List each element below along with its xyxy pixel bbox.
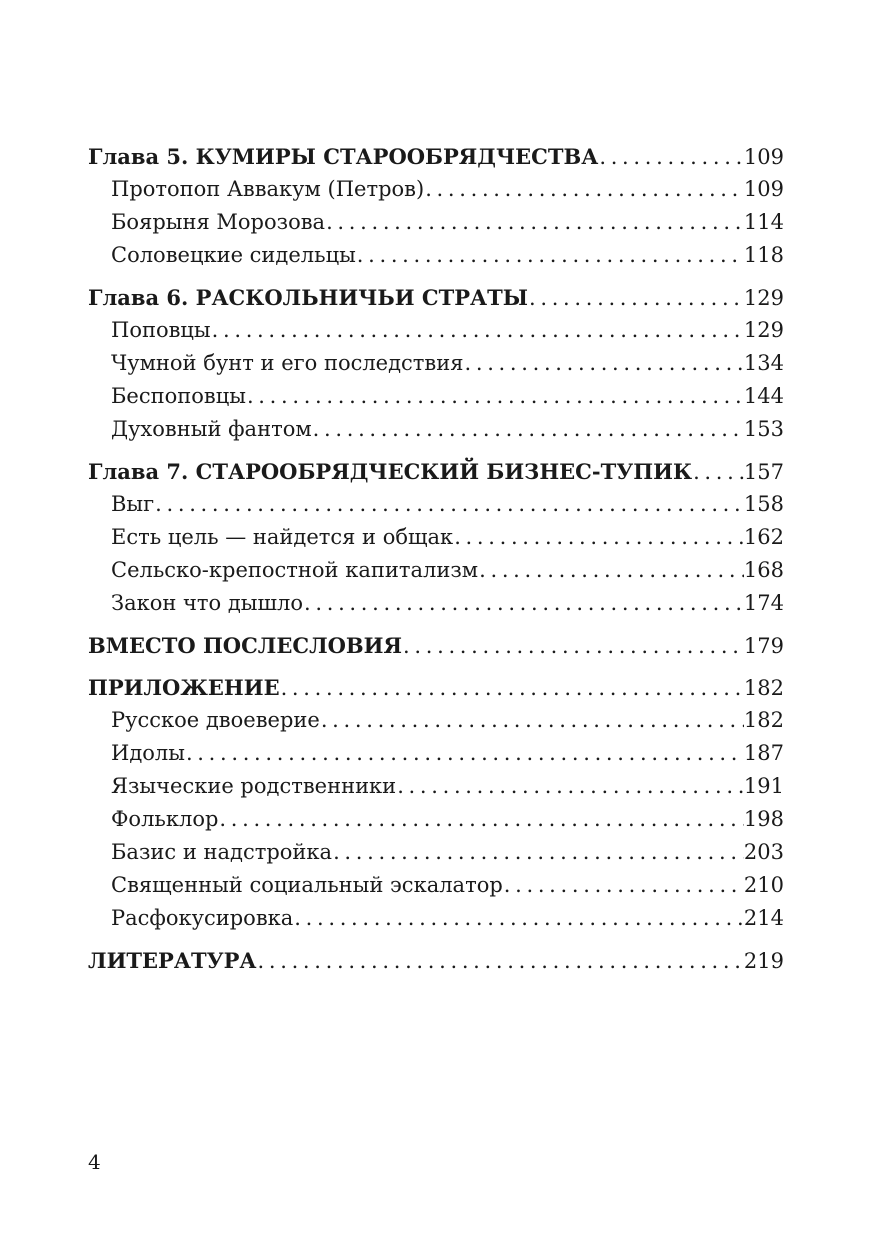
toc-entry-section [88,902,784,935]
toc-entry-title: Протопоп Аввакум (Петров) [111,177,425,201]
toc-entry-title: Русское двоеверие [111,708,320,732]
toc-entry-title: ВМЕСТО ПОСЛЕСЛОВИЯ [88,633,403,658]
toc-dot-leader [325,206,744,239]
toc-dot-leader [453,521,744,554]
toc-dot-leader [312,413,744,446]
toc-entry-page: 214 [743,906,784,930]
toc-dot-leader [332,836,744,869]
toc-entry-title: Расфокусировка [111,906,294,930]
toc-entry-page: 191 [743,774,784,798]
toc-entry-page: 174 [743,591,784,615]
toc-entry-page: 210 [743,873,784,897]
toc-entry-page: 114 [743,210,784,234]
toc-entry-section [88,314,784,347]
toc-entry-chapter [88,944,784,977]
toc-dot-leader [320,704,744,737]
toc-entry-section [88,347,784,380]
toc-entry-section [88,380,784,413]
toc-dot-leader [424,173,744,206]
toc-entry-page: 187 [743,741,784,765]
toc-entry-title: Соловецкие сидельцы [111,243,356,267]
toc-entry-page: 168 [743,558,784,582]
toc-entry-section [88,869,784,902]
toc-entry-chapter [88,629,784,662]
toc-entry-section [88,704,784,737]
toc-entry-page: 129 [743,318,784,342]
toc-entry-chapter [88,671,784,704]
toc-entry-section [88,770,784,803]
toc-entry-page: 144 [743,384,784,408]
toc-entry-title: Священный социальный эскалатор [111,873,503,897]
toc-dot-leader [293,902,744,935]
toc-entry-title: Есть цель — найдется и общак [111,525,454,549]
toc-entry-section [88,239,784,272]
page-number: 4 [88,1150,101,1174]
toc-entry-title: Фольклор [111,807,219,831]
toc-entry-title: Чумной бунт и его последствия [111,351,464,375]
toc-entry-page: 109 [743,145,784,169]
table-of-contents [88,140,784,977]
toc-entry-title: Идолы [111,741,185,765]
toc-dot-leader [246,380,744,413]
toc-entry-section [88,413,784,446]
toc-entry-title: Духовный фантом [111,417,312,441]
toc-dot-leader [528,282,744,315]
toc-dot-leader [218,803,744,836]
toc-entry-section [88,836,784,869]
toc-entry-title: Глава 7. СТАРООБРЯДЧЕСКИЙ БИЗНЕС-ТУПИК [88,459,693,484]
toc-entry-page: 118 [743,243,784,267]
toc-entry-page: 158 [743,492,784,516]
toc-dot-leader [211,314,744,347]
toc-entry-section [88,206,784,239]
toc-entry-title: Глава 6. РАСКОЛЬНИЧЬИ СТРАТЫ [88,285,528,310]
toc-entry-title: Выг [111,492,155,516]
toc-entry-chapter [88,281,784,314]
toc-entry-chapter [88,455,784,488]
toc-entry-chapter [88,140,784,173]
toc-dot-leader [396,770,744,803]
toc-entry-title: Беспоповцы [111,384,246,408]
toc-entry-page: 129 [743,286,784,310]
toc-entry-title: Закон что дышло [111,591,304,615]
toc-entry-page: 157 [743,460,784,484]
toc-entry-section [88,488,784,521]
toc-entry-page: 179 [743,634,784,658]
toc-entry-page: 219 [743,949,784,973]
toc-entry-title: Языческие родственники [111,774,397,798]
toc-entry-title: Поповцы [111,318,211,342]
toc-dot-leader [692,456,744,489]
toc-entry-section [88,173,784,206]
toc-entry-section [88,737,784,770]
toc-entry-section [88,803,784,836]
toc-entry-title: Сельско-крепостной капитализм [111,558,479,582]
toc-entry-title: Базис и надстройка [111,840,333,864]
toc-entry-page: 203 [743,840,784,864]
toc-entry-title: ЛИТЕРАТУРА [88,948,257,973]
toc-entry-title: ПРИЛОЖЕНИЕ [88,675,280,700]
toc-dot-leader [356,239,744,272]
toc-entry-page: 134 [743,351,784,375]
toc-dot-leader [402,630,744,663]
toc-dot-leader [464,347,744,380]
toc-entry-section [88,521,784,554]
toc-entry-section [88,587,784,620]
toc-entry-section [88,554,784,587]
toc-dot-leader [185,737,744,770]
toc-entry-page: 153 [743,417,784,441]
toc-entry-page: 162 [743,525,784,549]
toc-entry-page: 198 [743,807,784,831]
toc-dot-leader [598,141,744,174]
toc-dot-leader [503,869,744,902]
toc-dot-leader [280,672,744,705]
toc-entry-page: 182 [743,708,784,732]
toc-dot-leader [478,554,744,587]
toc-dot-leader [303,587,744,620]
toc-entry-page: 182 [743,676,784,700]
toc-entry-page: 109 [743,177,784,201]
toc-dot-leader [257,945,744,978]
toc-entry-title: Боярыня Морозова [111,210,326,234]
toc-entry-title: Глава 5. КУМИРЫ СТАРООБРЯДЧЕСТВА [88,144,599,169]
toc-dot-leader [154,488,744,521]
